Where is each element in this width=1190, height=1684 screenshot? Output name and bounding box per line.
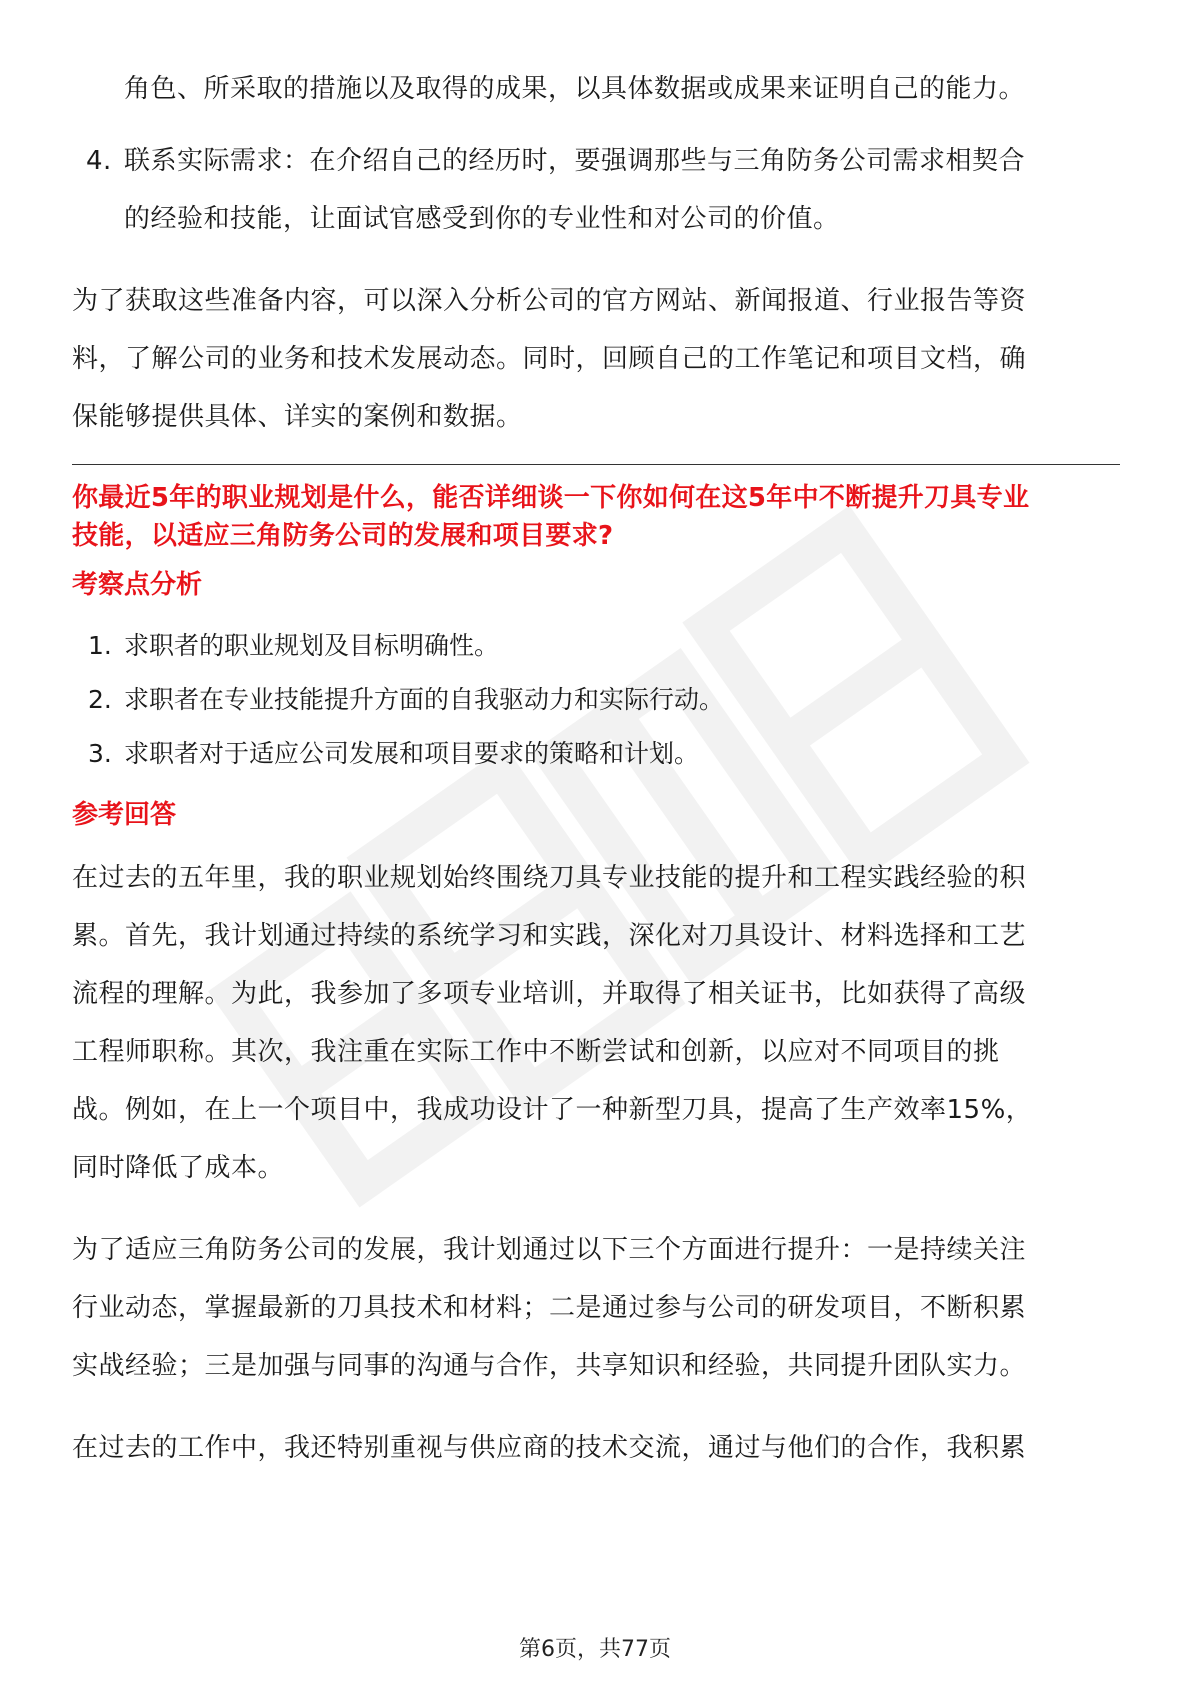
section-divider	[72, 464, 1120, 465]
list-item-text: 求职者对于适应公司发展和项目要求的策略和计划。	[124, 739, 700, 768]
paragraph-line: 战。例如，在上一个项目中，我成功设计了一种新型刀具，提高了生产效率15%，	[72, 1095, 1033, 1125]
list-item	[72, 727, 1120, 781]
paragraph-line: 行业动态，掌握最新的刀具技术和材料；二是通过参与公司的研发项目，不断积累	[72, 1293, 1027, 1323]
paragraph-line: 同时降低了成本。	[72, 1153, 285, 1183]
paragraph-line: 工程师职称。其次，我注重在实际工作中不断尝试和创新，以应对不同项目的挑	[72, 1037, 1000, 1067]
question-line: 技能，以适应三角防务公司的发展和项目要求?	[72, 521, 614, 551]
interview-question	[72, 479, 1120, 555]
paragraph-line: 在过去的工作中，我还特别重视与供应商的技术交流，通过与他们的合作，我积累	[72, 1433, 1027, 1463]
list-item-text: 联系实际需求：在介绍自己的经历时，要强调那些与三角防务公司需求相契合	[124, 146, 1026, 176]
continuation-text: 角色、所采取的措施以及取得的成果，以具体数据或成果来证明自己的能力。	[124, 74, 1026, 104]
paragraph-line: 在过去的五年里，我的职业规划始终围绕刀具专业技能的提升和工程实践经验的积	[72, 863, 1027, 893]
paragraph-line: 料，了解公司的业务和技术发展动态。同时，回顾自己的工作笔记和项目文档，确	[72, 344, 1027, 374]
analysis-list	[72, 619, 1120, 781]
paragraph-line: 保能够提供具体、详实的案例和数据。	[72, 402, 523, 432]
paragraph-line: 实战经验；三是加强与同事的沟通与合作，共享知识和经验，共同提升团队实力。	[72, 1351, 1027, 1381]
answer-paragraph-1	[72, 849, 1120, 1197]
list-number: 2.	[88, 685, 112, 714]
paragraph-line: 为了适应三角防务公司的发展，我计划通过以下三个方面进行提升：一是持续关注	[72, 1235, 1027, 1265]
question-line: 你最近5年的职业规划是什么，能否详细谈一下你如何在这5年中不断提升刀具专业	[72, 483, 1030, 513]
list-number: 3.	[88, 739, 112, 768]
answer-paragraph-2	[72, 1221, 1120, 1395]
list-item-text: 求职者的职业规划及目标明确性。	[124, 631, 500, 660]
answer-heading: 参考回答	[72, 800, 177, 830]
answer-paragraph-3	[72, 1419, 1120, 1477]
list-item	[72, 673, 1120, 727]
page-content	[72, 60, 1120, 1477]
page-number: 第6页，共77页	[519, 1637, 671, 1662]
paragraph-line: 为了获取这些准备内容，可以深入分析公司的官方网站、新闻报道、行业报告等资	[72, 286, 1027, 316]
analysis-heading: 考察点分析	[72, 570, 203, 600]
list-item	[72, 619, 1120, 673]
paragraph-line: 流程的理解。为此，我参加了多项专业培训，并取得了相关证书，比如获得了高级	[72, 979, 1027, 1009]
paragraph-line: 累。首先，我计划通过持续的系统学习和实践，深化对刀具设计、材料选择和工艺	[72, 921, 1027, 951]
list-number: 1.	[88, 631, 112, 660]
list-item-text: 的经验和技能，让面试官感受到你的专业性和对公司的价值。	[124, 204, 840, 234]
list-number: 4.	[86, 146, 112, 176]
list-item-4	[72, 132, 1120, 248]
paragraph	[72, 272, 1120, 446]
list-item-text: 求职者在专业技能提升方面的自我驱动力和实际行动。	[124, 685, 725, 714]
